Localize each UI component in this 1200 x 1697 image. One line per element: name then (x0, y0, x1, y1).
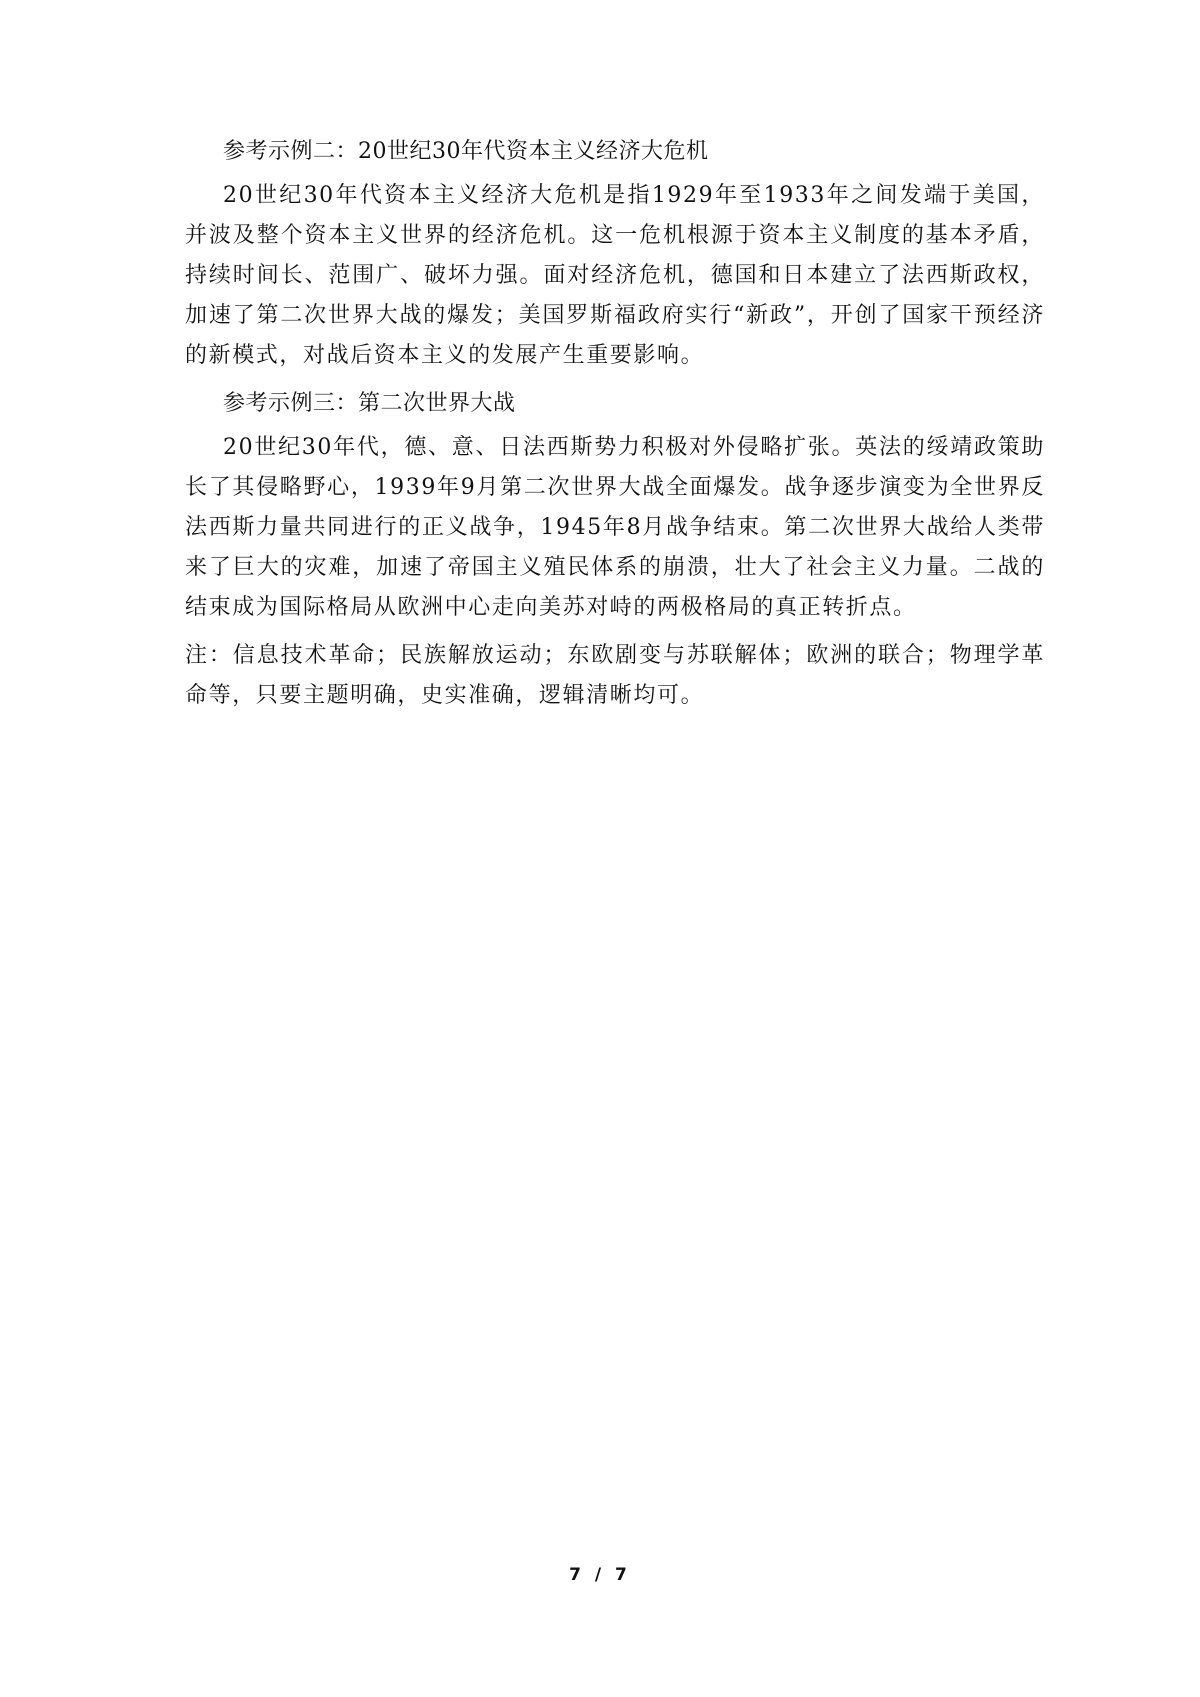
example-three-body: 20世纪30年代，德、意、日法西斯势力积极对外侵略扩张。英法的绥靖政策助长了其侵略野心，1939年9月第二次世界大战全面爆发。战争逐步演变为全世界反法西斯力量共同进行的正义战争，1945年8月战争结束。第二次世界大战给人类带来了巨大的灾难，加速了帝国主义殖民体系的崩溃，壮大了社会主义力量。二战的结束成为国际格局从欧洲中心走向美苏对峙的两极格局的真正转折点。 (185, 435, 1045, 620)
note-paragraph: 注：信息技术革命；民族解放运动；东欧剧变与苏联解体；欧洲的联合；物理学革命等，只要主题明确，史实准确，逻辑清晰均可。 (185, 643, 1045, 708)
example-two-body: 20世纪30年代资本主义经济大危机是指1929年至1933年之间发端于美国，并波及整个资本主义世界的经济危机。这一危机根源于资本主义制度的基本矛盾，持续时间长、范围广、破坏力强。面对经济危机，德国和日本建立了法西斯政权，加速了第二次世界大战的爆发；美国罗斯福政府实行“新政”，开创了国家干预经济的新模式，对战后资本主义的发展产生重要影响。 (185, 183, 1045, 368)
example-three-heading: 参考示例三：第二次世界大战 (223, 391, 516, 416)
document-content (185, 132, 1045, 716)
example-two-heading: 参考示例二：20世纪30年代资本主义经济大危机 (223, 139, 709, 164)
page-number: 7 / 7 (569, 1565, 631, 1585)
